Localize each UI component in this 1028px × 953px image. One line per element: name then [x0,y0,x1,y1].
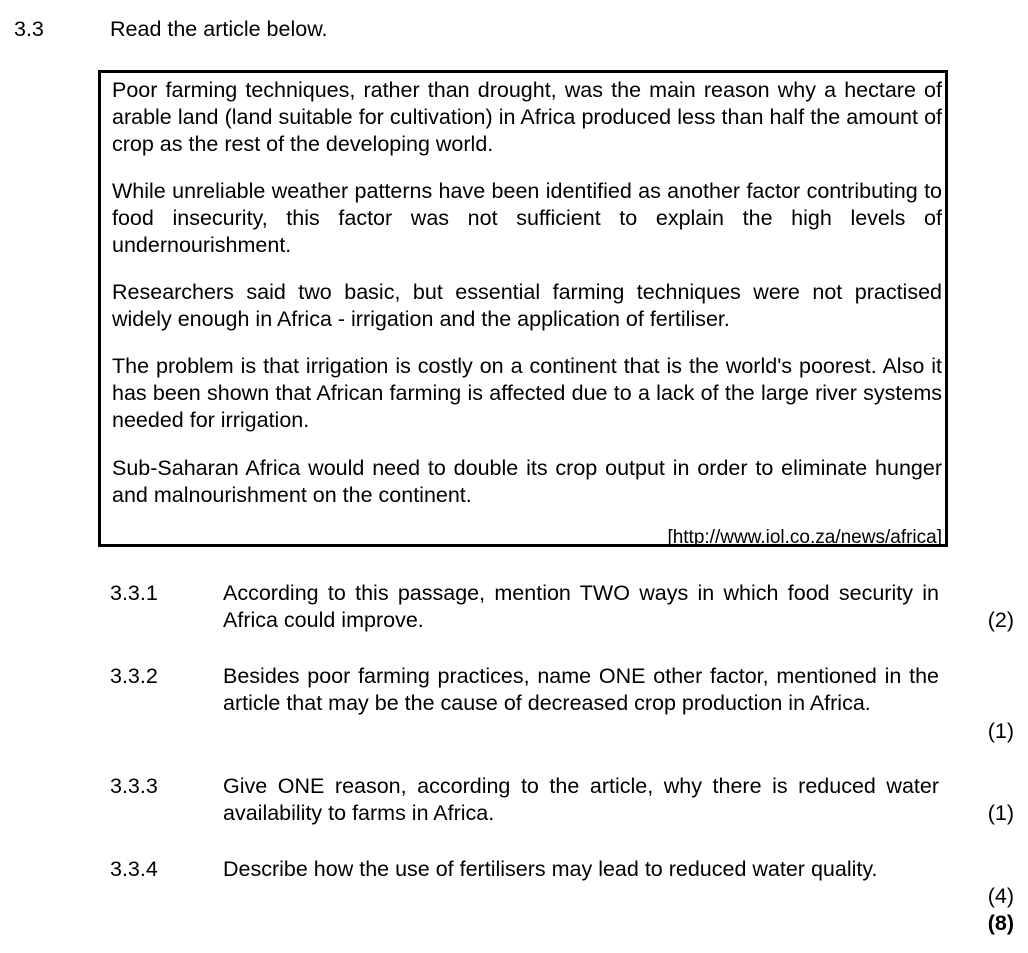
question-instruction: Read the article below. [110,17,328,41]
sub-question-number: 3.3.4 [110,857,158,881]
article-paragraph: Researchers said two basic, but essential farming techniques were not practised widely enough in Africa - irrigation and the application of fertiliser. [112,280,942,331]
sub-question-number: 3.3.3 [110,774,158,798]
article-paragraph: The problem is that irrigation is costly on a continent that is the world's poorest. Also it has been shown that African farming is affected due to a lack of the large river systems needed for irrigation. [112,354,942,432]
sub-question-marks: (2) [987,608,1014,632]
sub-question-text: According to this passage, mention TWO ways in which food security in Africa could improve. [223,581,939,632]
question-number: 3.3 [14,17,44,41]
article-source: [http://www.iol.co.za/news/africa] [667,527,942,548]
sub-question-number: 3.3.1 [110,581,158,605]
sub-question-marks: (1) [987,719,1014,743]
article-paragraph: While unreliable weather patterns have been identified as another factor contributing to food insecurity, this factor was not sufficient to explain the high levels of undernourishment. [112,179,942,257]
article-paragraph: Sub-Saharan Africa would need to double its crop output in order to eliminate hunger and malnourishment on the continent. [112,456,942,507]
sub-question-text: Describe how the use of fertilisers may lead to reduced water quality. [223,857,878,881]
article-paragraph: Poor farming techniques, rather than drought, was the main reason why a hectare of arable land (land suitable for cultivation) in Africa produced less than half the amount of crop as the rest of the developing world. [112,78,942,156]
sub-question-marks: (4) [987,884,1014,908]
total-marks: (8) [987,911,1014,935]
sub-question-text: Give ONE reason, according to the article, why there is reduced water availability to farms in Africa. [223,774,939,825]
sub-question-text: Besides poor farming practices, name ONE other factor, mentioned in the article that may be the cause of decreased crop production in Africa. [223,664,939,715]
article-box [98,70,948,547]
sub-question-number: 3.3.2 [110,664,158,688]
sub-question-marks: (1) [987,801,1014,825]
